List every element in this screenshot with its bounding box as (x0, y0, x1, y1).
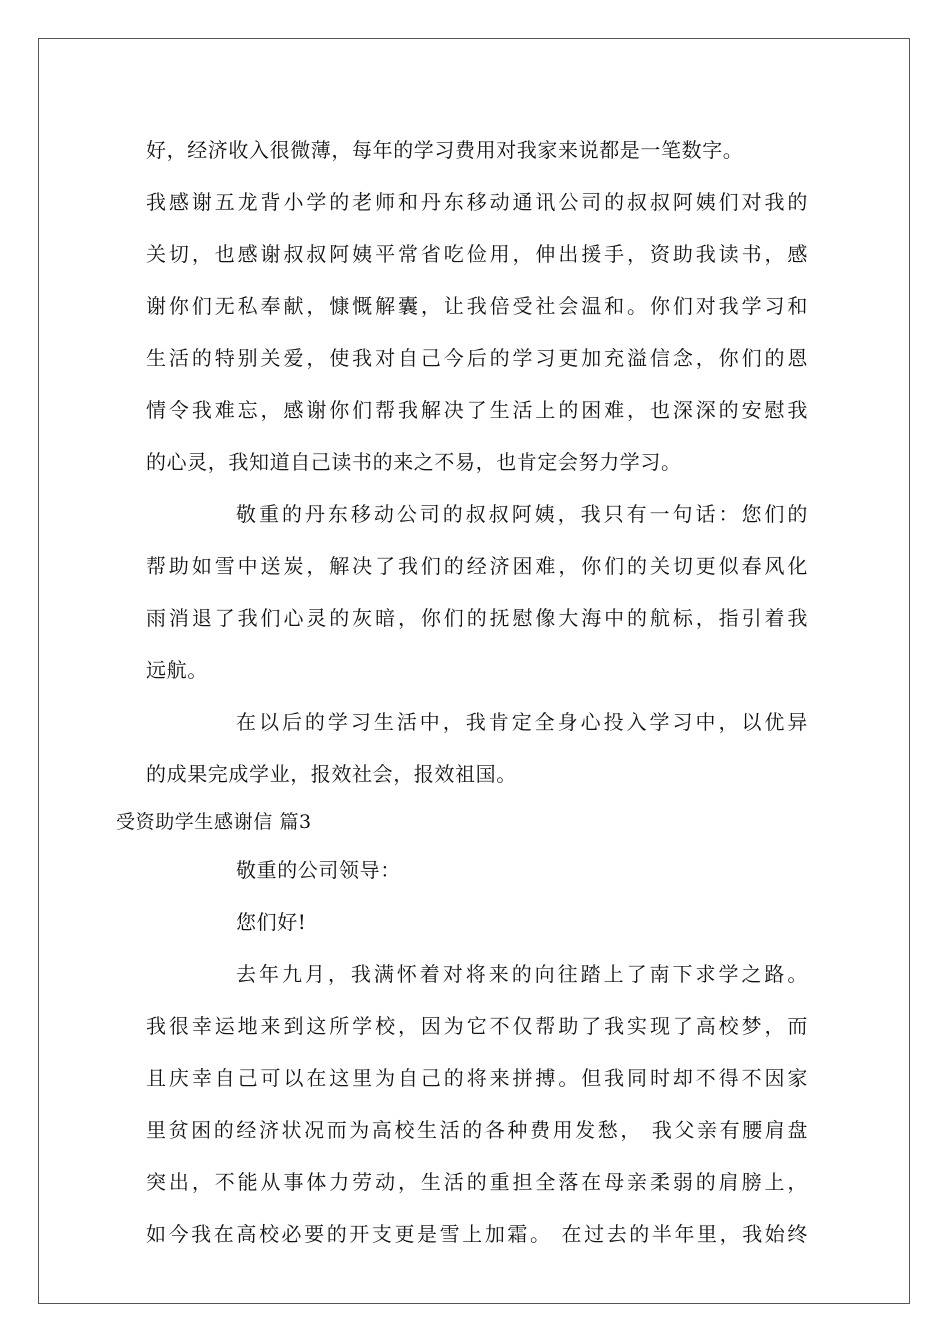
text-line: 情令我难忘，感谢你们帮我解决了生活上的困难，也深深的安慰我 (146, 398, 808, 422)
text-line: 关切，也感谢叔叔阿姨平常省吃俭用，伸出援手，资助我读书，感 (146, 242, 808, 266)
text-line: 如今我在高校必要的开支更是雪上加霜。 在过去的半年里，我始终 (146, 1222, 808, 1246)
document-body (116, 124, 808, 1260)
section-heading: 受资助学生感谢信 篇3 (116, 811, 312, 833)
text-line: 去年九月，我满怀着对将来的向往踏上了南下求学之路。 (236, 962, 808, 986)
text-line: 在以后的学习生活中，我肯定全身心投入学习中，以优异 (236, 710, 808, 734)
text-line: 且庆幸自己可以在这里为自己的将来拼搏。但我同时却不得不因家 (146, 1066, 808, 1090)
text-line: 里贫困的经济状况而为高校生活的各种费用发愁， 我父亲有腰肩盘 (146, 1118, 808, 1142)
text-line: 的心灵，我知道自己读书的来之不易，也肯定会努力学习。 (146, 450, 682, 474)
text-line: 谢你们无私奉献，慷慨解囊，让我倍受社会温和。你们对我学习和 (146, 294, 808, 318)
text-line: 帮助如雪中送炭，解决了我们的经济困难，你们的关切更似春风化 (146, 554, 808, 578)
text-line: 敬重的丹东移动公司的叔叔阿姨，我只有一句话：您们的 (236, 502, 808, 526)
greeting: 您们好! (236, 910, 307, 934)
text-line: 我很幸运地来到这所学校，因为它不仅帮助了我实现了高校梦，而 (146, 1014, 808, 1038)
text-line: 我感谢五龙背小学的老师和丹东移动通讯公司的叔叔阿姨们对我的 (146, 190, 808, 214)
text-line: 的成果完成学业，报效社会，报效祖国。 (146, 762, 517, 786)
paragraph-3 (146, 696, 808, 800)
text-line: 突出，不能从事体力劳动，生活的重担全落在母亲柔弱的肩膀上， (146, 1170, 808, 1194)
text-line: 远航。 (146, 658, 208, 682)
paragraph-1 (146, 124, 808, 488)
text-line: 雨消退了我们心灵的灰暗，你们的抚慰像大海中的航标，指引着我 (146, 606, 808, 630)
letter-paragraph (146, 948, 808, 1260)
text-line: 好，经济收入很微薄，每年的学习费用对我家来说都是一笔数字。 (146, 138, 744, 162)
salutation: 敬重的公司领导： (236, 858, 401, 882)
paragraph-2 (146, 488, 808, 696)
text-line: 生活的特别关爱，使我对自己今后的学习更加充溢信念，你们的恩 (146, 346, 808, 370)
